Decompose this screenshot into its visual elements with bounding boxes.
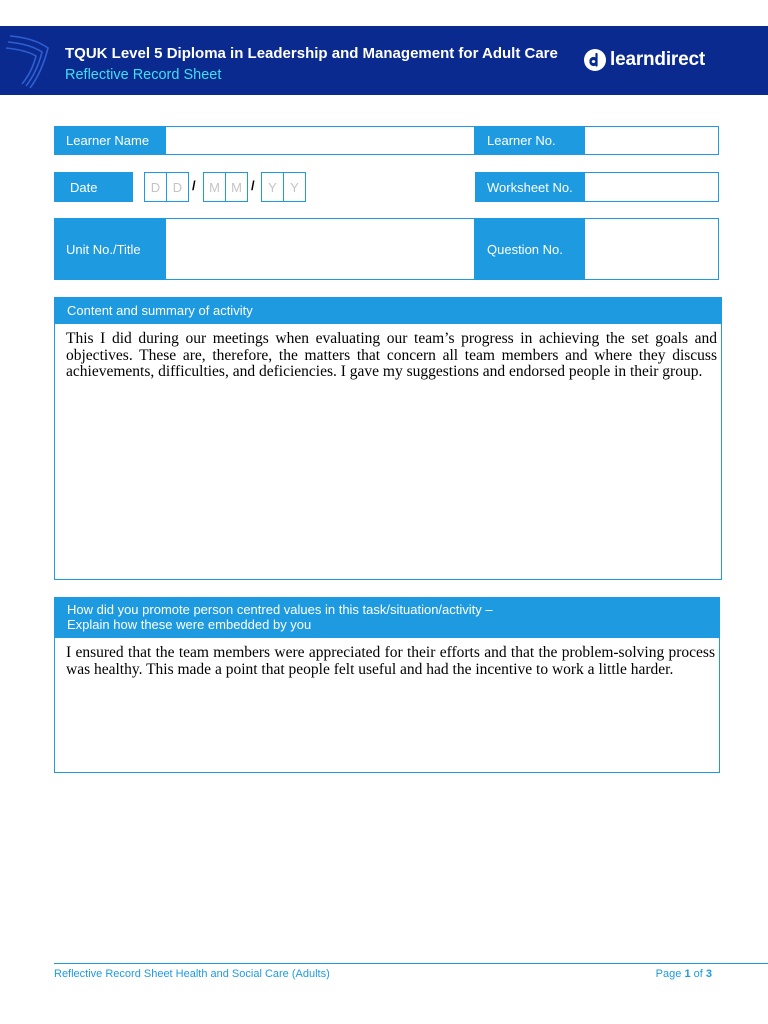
date-month-digit: M <box>225 173 247 201</box>
unit-title-label: Unit No./Title <box>54 218 165 280</box>
date-year-digit: Y <box>283 173 305 201</box>
activity-summary-section <box>54 297 722 580</box>
footer-divider <box>54 963 768 964</box>
date-separator: / <box>192 178 196 193</box>
learner-name-field[interactable] <box>165 126 475 155</box>
logo-wordmark: learndirect <box>610 49 705 70</box>
question-no-field[interactable] <box>584 218 719 280</box>
person-centred-values-heading <box>55 598 719 638</box>
date-separator: / <box>251 178 255 193</box>
activity-summary-heading: Content and summary of activity <box>55 298 721 324</box>
learner-no-label: Learner No. <box>475 126 584 155</box>
date-month-digit: M <box>209 179 220 195</box>
question-no-label: Question No. <box>475 218 584 280</box>
person-centred-values-text[interactable]: I ensured that the team members were appreciated for their efforts and that the problem-solving process was healthy. This made a point that people felt useful and had the incentive to work a little harder. <box>66 644 715 678</box>
page-current: 1 <box>684 968 691 980</box>
worksheet-no-label: Worksheet No. <box>475 172 584 202</box>
tquk-emblem-icon <box>4 30 50 90</box>
activity-summary-text[interactable]: This I did during our meetings when evaluating our team’s progress in achieving the set goals and objectives. These are, therefore, the matters that concern all team members and where they discuss achievements, difficulties, and deficiencies. I gave my suggestions and endorsed people in their group. <box>66 330 717 381</box>
of-word: of <box>693 968 703 980</box>
date-year-digit: Y <box>268 179 277 195</box>
heading-line: How did you promote person centred values in this task/situation/activity – <box>67 602 493 617</box>
date-day-digit: D <box>166 173 188 201</box>
unit-title-field[interactable] <box>165 218 475 280</box>
learner-name-label: Learner Name <box>54 126 165 155</box>
page-word: Page <box>655 968 682 980</box>
learner-no-field[interactable] <box>584 126 719 155</box>
date-day-field[interactable] <box>144 172 189 202</box>
page-total: 3 <box>705 968 712 980</box>
learndirect-logo-icon <box>583 48 607 72</box>
page-header <box>0 26 768 95</box>
heading-line: Explain how these were embedded by you <box>67 617 312 632</box>
date-day-digit: D <box>150 179 161 195</box>
footer-document-name: Reflective Record Sheet Health and Social Care (Adults) <box>54 968 330 980</box>
learndirect-logo <box>583 46 705 74</box>
date-year-field[interactable] <box>261 172 306 202</box>
person-centred-values-section <box>54 597 720 773</box>
date-month-field[interactable] <box>203 172 248 202</box>
page-number <box>656 968 712 980</box>
worksheet-no-field[interactable] <box>584 172 719 202</box>
date-label: Date <box>54 172 133 202</box>
document-subtitle: Reflective Record Sheet <box>65 67 222 83</box>
document-title: TQUK Level 5 Diploma in Leadership and Management for Adult Care <box>65 45 558 62</box>
